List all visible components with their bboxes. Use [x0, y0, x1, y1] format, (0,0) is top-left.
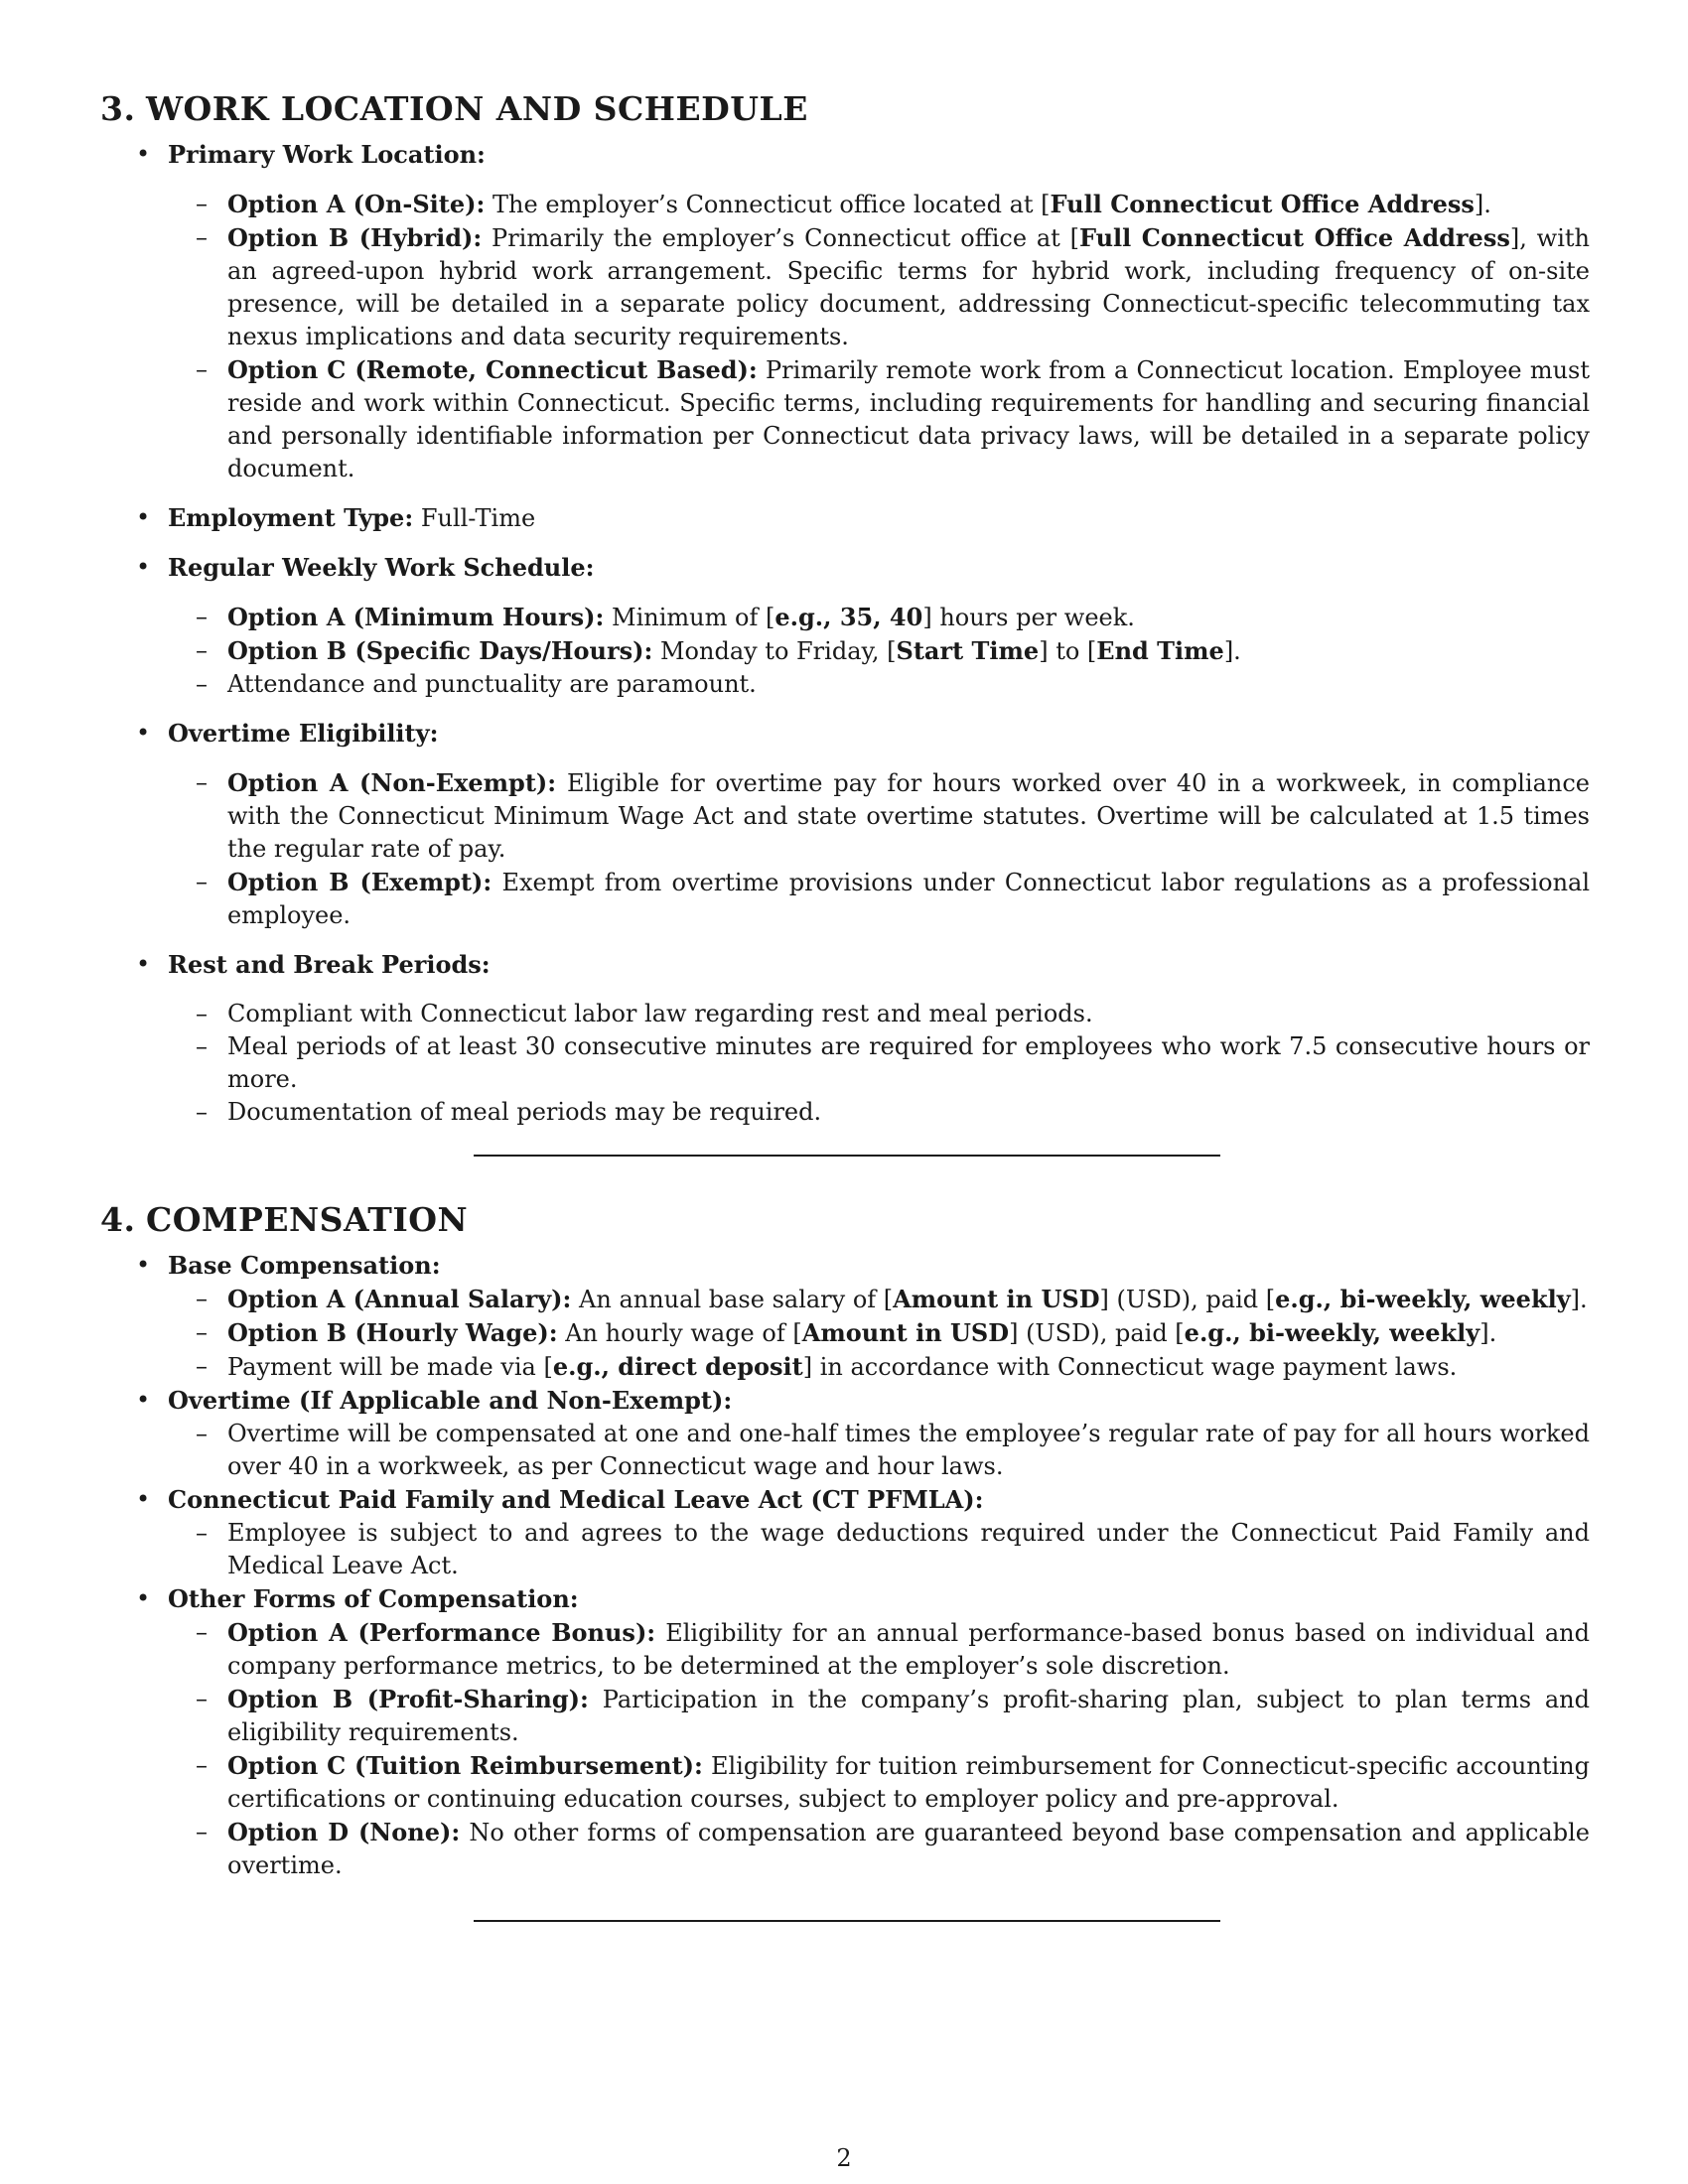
sub-item-option-b — [168, 1683, 1590, 1749]
option-label: Option A (Annual Salary): — [227, 1285, 572, 1313]
item-label: Rest and Break Periods: — [168, 950, 491, 979]
item-label: Regular Weekly Work Schedule: — [168, 553, 595, 582]
sub-item-option-a — [168, 1283, 1590, 1316]
placeholder-field: e.g., bi-weekly, weekly — [1275, 1285, 1571, 1313]
sub-list — [168, 766, 1590, 932]
placeholder-field: Full Connecticut Office Address — [1078, 223, 1510, 252]
option-label: Option C (Remote, Connecticut Based): — [227, 355, 758, 384]
option-text-end: ], with an agreed-upon hybrid work arrangement. Specific terms for hybrid work, including frequency of on-site presence, will be detailed in a separate policy document, addressing Connecticut-specific telecommuting tax nexus implications and data security requirements. — [227, 224, 1590, 350]
page-number: 2 — [836, 2144, 852, 2172]
option-text: Eligible for overtime pay for hours worked over 40 in a workweek, in compliance with the Connecticut Minimum Wage Act and state overtime statutes. Overtime will be calculated at 1.5 times the regular rate of pay. — [227, 769, 1590, 863]
sub-list — [168, 188, 1590, 485]
option-text: Primarily the employer’s Connecticut office at [ — [492, 224, 1079, 252]
section-heading — [100, 89, 1590, 128]
option-label: Option D (None): — [227, 1818, 461, 1846]
list-item-employment-type — [100, 501, 1590, 535]
sub-list — [168, 1283, 1590, 1384]
sub-item-option-c — [168, 353, 1590, 485]
list-item-primary-location — [100, 138, 1590, 485]
section-number: 3. — [100, 89, 136, 128]
section-heading — [100, 1200, 1590, 1239]
option-text: Minimum of [ — [612, 604, 775, 631]
sub-item-payment-method — [168, 1350, 1590, 1384]
sub-item-option-b — [168, 221, 1590, 353]
option-text: An annual base salary of [ — [579, 1286, 894, 1313]
placeholder-field: Amount in USD — [893, 1285, 1100, 1313]
sub-item-option-b — [168, 1316, 1590, 1350]
option-text-mid: ] to [ — [1039, 637, 1097, 665]
placeholder-field: e.g., bi-weekly, weekly — [1184, 1318, 1480, 1347]
placeholder-field: Amount in USD — [801, 1318, 1010, 1347]
option-text-end: ]. — [1479, 1319, 1497, 1347]
option-label: Option A (Non-Exempt): — [227, 768, 557, 797]
section-title: WORK LOCATION AND SCHEDULE — [146, 89, 808, 128]
item-text: Employee is subject to and agrees to the wage deductions required under the Connecticut Paid Family and Medical Leave Act. — [227, 1519, 1590, 1579]
option-label: Option C (Tuition Reimbursement): — [227, 1751, 703, 1780]
sub-item-option-a — [168, 766, 1590, 866]
sub-item-option-a — [168, 1616, 1590, 1683]
bullet-list — [100, 1249, 1590, 1882]
option-text: Participation in the company’s profit-sharing plan, subject to plan terms and eligibility requirements. — [227, 1686, 1591, 1746]
list-item-schedule — [100, 551, 1590, 701]
sub-item-option-a — [168, 601, 1590, 634]
section-work-location — [100, 89, 1590, 1129]
placeholder-field: End Time — [1096, 636, 1224, 665]
option-label: Option A (Minimum Hours): — [227, 603, 605, 631]
option-text: Eligibility for tuition reimbursement for Connecticut-specific accounting certifications or continuing education courses, subject to employer policy and pre-approval. — [227, 1752, 1590, 1813]
bullet-list — [100, 138, 1590, 1129]
sub-item — [168, 1517, 1590, 1582]
list-item-other-compensation — [100, 1582, 1590, 1882]
option-label: Option B (Hourly Wage): — [227, 1318, 558, 1347]
item-text: Attendance and punctuality are paramount. — [227, 670, 757, 698]
item-label: Overtime (If Applicable and Non-Exempt): — [168, 1386, 733, 1415]
sub-item — [168, 1418, 1590, 1483]
sub-list — [168, 1517, 1590, 1582]
list-item-overtime-eligibility — [100, 717, 1590, 932]
option-label: Option B (Profit-Sharing): — [227, 1685, 589, 1713]
sub-item — [168, 1096, 1590, 1129]
sub-item — [168, 1030, 1590, 1096]
list-item-rest-periods — [100, 948, 1590, 1129]
sub-item-option-c — [168, 1749, 1590, 1816]
section-title: COMPENSATION — [146, 1200, 469, 1239]
option-text: Eligibility for an annual performance-based bonus based on individual and company performance metrics, to be determined at the employer’s sole discretion. — [227, 1619, 1590, 1680]
sub-list — [168, 998, 1590, 1129]
item-text: Compliant with Connecticut labor law regarding rest and meal periods. — [227, 1000, 1093, 1027]
sub-list — [168, 601, 1590, 701]
option-label: Option A (Performance Bonus): — [227, 1618, 656, 1647]
option-label: Option B (Hybrid): — [227, 223, 483, 252]
item-text: Payment will be made via [ — [227, 1353, 553, 1381]
sub-list — [168, 1616, 1590, 1882]
option-text-mid: ] (USD), paid [ — [1099, 1286, 1276, 1313]
item-label: Primary Work Location: — [168, 140, 486, 169]
item-text: Meal periods of at least 30 consecutive minutes are required for employees who work 7.5 consecutive hours or more. — [227, 1032, 1590, 1093]
option-text: Exempt from overtime provisions under Connecticut labor regulations as a professional employee. — [227, 869, 1591, 929]
placeholder-field: Full Connecticut Office Address — [1050, 190, 1475, 218]
document-page — [100, 89, 1590, 1922]
item-label: Connecticut Paid Family and Medical Leave Act (CT PFMLA): — [168, 1485, 984, 1514]
sub-item-option-b — [168, 866, 1590, 932]
sub-list — [168, 1418, 1590, 1483]
section-number: 4. — [100, 1200, 136, 1239]
placeholder-field: Start Time — [896, 636, 1040, 665]
option-label: Option B (Exempt): — [227, 868, 492, 896]
sub-item — [168, 998, 1590, 1030]
list-item-overtime — [100, 1384, 1590, 1483]
list-item-base-compensation — [100, 1249, 1590, 1384]
option-text: Primarily remote work from a Connecticut location. Employee must reside and work within Connecticut. Specific terms, including requirements for handling and securing financial and personally identifiable information per Connecticut data privacy laws, will be detailed in a separate policy document. — [227, 356, 1590, 482]
option-text-end: ] hours per week. — [922, 604, 1135, 631]
option-text: Monday to Friday, [ — [659, 637, 897, 665]
placeholder-field: e.g., 35, 40 — [774, 603, 923, 631]
sub-item-attendance — [168, 668, 1590, 701]
option-text-end: ]. — [1474, 191, 1491, 218]
item-label: Employment Type: — [168, 503, 414, 532]
item-label: Overtime Eligibility: — [168, 719, 439, 748]
section-compensation — [100, 1200, 1590, 1882]
option-text-mid: ] (USD), paid [ — [1009, 1319, 1185, 1347]
item-label: Other Forms of Compensation: — [168, 1584, 579, 1613]
option-text: The employer’s Connecticut office located at [ — [492, 191, 1051, 218]
option-text-end: ]. — [1570, 1286, 1588, 1313]
horizontal-rule — [474, 1155, 1220, 1157]
item-text: Documentation of meal periods may be required. — [227, 1098, 822, 1126]
option-label: Option A (On-Site): — [227, 190, 486, 218]
option-label: Option B (Specific Days/Hours): — [227, 636, 653, 665]
option-text: An hourly wage of [ — [565, 1319, 802, 1347]
item-value: Full-Time — [420, 504, 536, 532]
option-text-end: ]. — [1223, 637, 1241, 665]
sub-item-option-d — [168, 1816, 1590, 1882]
placeholder-field: e.g., direct deposit — [552, 1352, 803, 1381]
item-text-end: ] in accordance with Connecticut wage payment laws. — [802, 1353, 1458, 1381]
item-label: Base Compensation: — [168, 1251, 441, 1280]
sub-item-option-b — [168, 634, 1590, 668]
list-item-ct-pfmla — [100, 1483, 1590, 1582]
option-text: No other forms of compensation are guaranteed beyond base compensation and applicable overtime. — [227, 1819, 1590, 1879]
sub-item-option-a — [168, 188, 1590, 221]
horizontal-rule — [474, 1920, 1220, 1922]
item-text: Overtime will be compensated at one and one-half times the employee’s regular rate of pay for all hours worked over 40 in a workweek, as per Connecticut wage and hour laws. — [227, 1420, 1590, 1480]
